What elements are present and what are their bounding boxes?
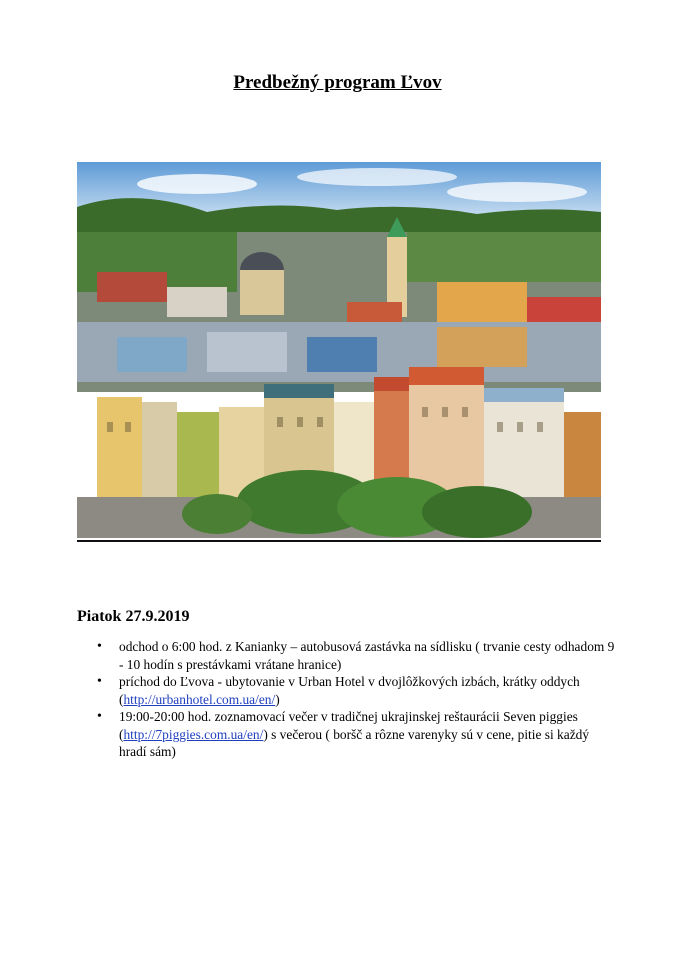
list-item (119, 638, 619, 673)
list-item (119, 708, 619, 761)
list-item (119, 673, 619, 708)
city-photo (77, 162, 601, 542)
page-title: Predbežný program Ľvov (233, 72, 442, 93)
program-list (77, 638, 619, 761)
item-text: 19:00-20:00 hod. zoznamovací večer v tradičnej ukrajinskej reštaurácii Seven piggies ( (119, 709, 578, 742)
urban-hotel-link[interactable]: http://urbanhotel.com.ua/en/ (123, 691, 276, 707)
item-text: odchod o 6:00 hod. z Kanianky – autobusová zastávka na sídlisku ( trvanie cesty odhadom 9 - 10 hodín s prestávkami vrátane hranice) (119, 639, 615, 672)
item-text: ) s večerou ( boršč a rôzne varenyky sú v cene, pitie si každý hradí sám) (119, 726, 590, 759)
item-text: ) (275, 691, 280, 707)
item-text: príchod do Ľvova - ubytovanie v Urban Hotel v dvojlôžkových izbách, krátky oddych ( (119, 674, 580, 707)
seven-piggies-link[interactable]: http://7piggies.com.ua/en/ (123, 726, 264, 742)
day-heading: Piatok 27.9.2019 (77, 608, 190, 625)
